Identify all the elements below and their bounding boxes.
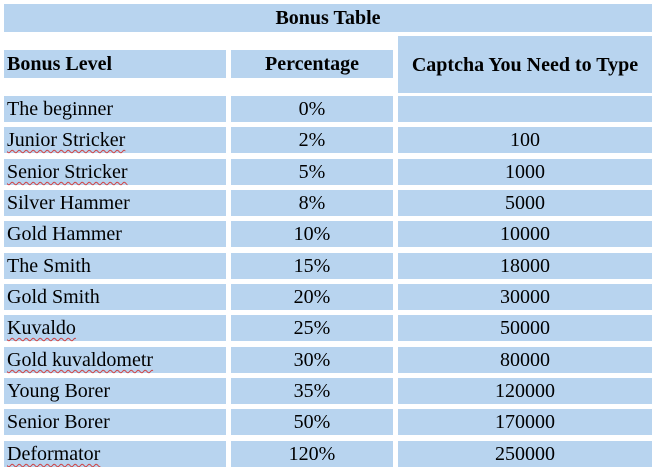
cell-captcha: 30000 bbox=[398, 284, 652, 310]
bonus-level-text: Senior Borer bbox=[7, 411, 110, 433]
bonus-level-text: Kuvaldo bbox=[7, 317, 76, 339]
header-bonus-level: Bonus Level bbox=[4, 50, 226, 78]
bonus-level-text: Junior Stricker bbox=[7, 129, 126, 151]
cell-bonus-level bbox=[4, 347, 226, 373]
cell-bonus-level bbox=[4, 127, 226, 153]
cell-percentage: 120% bbox=[231, 441, 393, 467]
bonus-level-text: Senior Stricker bbox=[7, 161, 128, 183]
cell-captcha: 250000 bbox=[398, 441, 652, 467]
header-captcha: Captcha You Need to Type bbox=[398, 36, 652, 93]
cell-bonus-level bbox=[4, 96, 226, 122]
cell-percentage: 2% bbox=[231, 127, 393, 153]
cell-percentage: 35% bbox=[231, 378, 393, 404]
cell-bonus-level bbox=[4, 284, 226, 310]
cell-percentage: 0% bbox=[231, 96, 393, 122]
bonus-level-text: The beginner bbox=[7, 98, 114, 120]
cell-bonus-level bbox=[4, 441, 226, 467]
bonus-level-text: Silver Hammer bbox=[7, 192, 130, 214]
header-percentage: Percentage bbox=[231, 50, 393, 78]
cell-captcha: 50000 bbox=[398, 315, 652, 341]
cell-captcha: 80000 bbox=[398, 347, 652, 373]
cell-bonus-level bbox=[4, 253, 226, 279]
cell-percentage: 20% bbox=[231, 284, 393, 310]
cell-captcha: 120000 bbox=[398, 378, 652, 404]
cell-percentage: 10% bbox=[231, 221, 393, 247]
cell-bonus-level bbox=[4, 221, 226, 247]
bonus-level-text: Gold Smith bbox=[7, 286, 100, 308]
bonus-level-text: Deformator bbox=[7, 443, 101, 465]
cell-captcha bbox=[398, 96, 652, 122]
cell-percentage: 15% bbox=[231, 253, 393, 279]
cell-percentage: 30% bbox=[231, 347, 393, 373]
cell-bonus-level bbox=[4, 315, 226, 341]
cell-captcha: 1000 bbox=[398, 159, 652, 185]
cell-captcha: 10000 bbox=[398, 221, 652, 247]
table-title: Bonus Table bbox=[4, 4, 652, 32]
bonus-level-text: Young Borer bbox=[7, 380, 110, 402]
bonus-level-text: Gold kuvaldometr bbox=[7, 349, 154, 371]
cell-bonus-level bbox=[4, 378, 226, 404]
bonus-level-text: Gold Hammer bbox=[7, 223, 122, 245]
cell-bonus-level bbox=[4, 409, 226, 435]
cell-bonus-level bbox=[4, 159, 226, 185]
cell-captcha: 100 bbox=[398, 127, 652, 153]
cell-captcha: 18000 bbox=[398, 253, 652, 279]
cell-percentage: 5% bbox=[231, 159, 393, 185]
cell-percentage: 8% bbox=[231, 190, 393, 216]
cell-percentage: 50% bbox=[231, 409, 393, 435]
cell-captcha: 170000 bbox=[398, 409, 652, 435]
cell-percentage: 25% bbox=[231, 315, 393, 341]
cell-bonus-level bbox=[4, 190, 226, 216]
bonus-level-text: The Smith bbox=[7, 255, 91, 277]
cell-captcha: 5000 bbox=[398, 190, 652, 216]
